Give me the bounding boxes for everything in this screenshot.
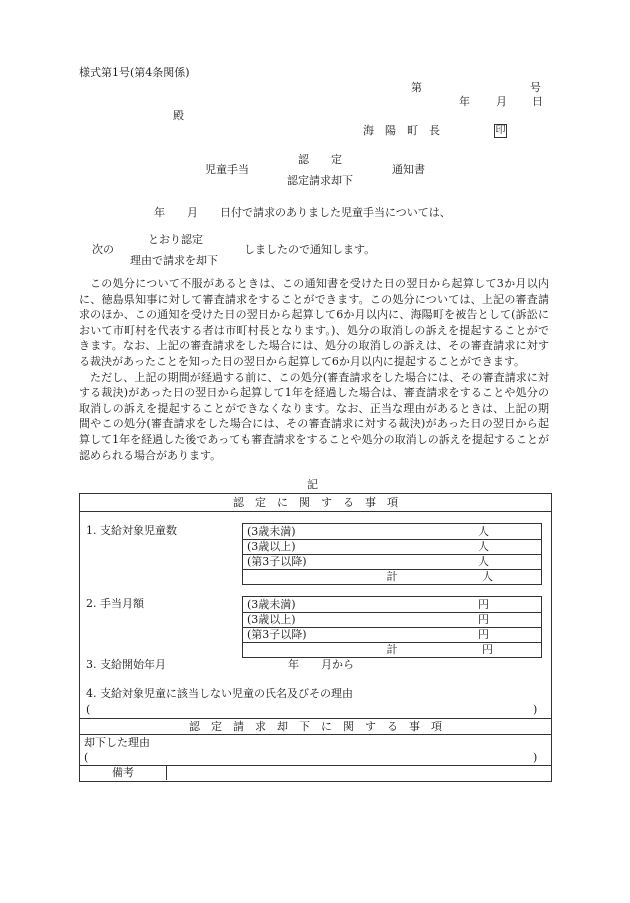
row-label: (第3子以降) [247, 555, 307, 568]
count-row-over3 [243, 539, 541, 554]
date-day: 日 [532, 95, 543, 108]
intro-line: 年 月 日付で請求のありました児童手当については、 [154, 206, 451, 219]
row-label: (第3子以降) [247, 628, 307, 641]
count-row-under3 [243, 524, 541, 539]
date-year: 年 [459, 95, 470, 108]
paren-open: ( [86, 703, 91, 716]
remarks-label: 備考 [112, 766, 134, 779]
amount-row-third-child [243, 627, 541, 642]
count-row-third-child [243, 554, 541, 569]
divider [80, 718, 551, 719]
title-option-reject: 認定請求却下 [287, 174, 353, 187]
divider [80, 511, 551, 512]
divider [166, 765, 167, 780]
form-number: 様式第1号(第4条関係) [79, 66, 190, 79]
amount-row-over3 [243, 612, 541, 627]
item3-label: 3. 支給開始年月 [86, 658, 166, 671]
count-row-total [243, 569, 541, 584]
date-month: 月 [496, 95, 507, 108]
approval-heading: 認 定 に 関 す る 事 項 [233, 496, 398, 509]
addressee-suffix: 殿 [173, 109, 184, 122]
row-unit: 円 [478, 628, 489, 641]
amount-row-under3 [243, 597, 541, 612]
row-unit: 円 [478, 613, 489, 626]
row-unit: 人 [478, 555, 489, 568]
item1-label: 1. 支給対象児童数 [86, 524, 177, 537]
appeal-paragraph-2: ただし、上記の期間が経過する前に、この処分(審査請求をした場合には、その審査請求に対する裁決)があった日の翌日から起算して1年を経過した場合は、審査請求をすることや処分の取消しの訴えを提起することができなくなります。なお、正当な理由があるときは、上記の期間やこの処分(審査請求をした場合には、その審査請求に対する裁決)があった日の翌日から起算して1年を経過した後であっても審査請求をすることや処分の取消しの訴えを提起することが認められる場合があります。 [79, 370, 549, 462]
item4-label: 4. 支給対象児童に該当しない児童の氏名及びその理由 [86, 687, 353, 700]
row-label: (3歳未満) [247, 598, 296, 611]
intro-prefix: 次の [92, 243, 114, 256]
row-label: (3歳以上) [247, 540, 296, 553]
ki-label: 記 [307, 478, 318, 491]
divider [80, 734, 551, 735]
title-right: 通知書 [392, 163, 425, 176]
row-unit: 円 [482, 643, 493, 656]
issuer-name: 海 陽 町 長 [363, 124, 440, 137]
intro-option-approve: とおり認定 [148, 233, 203, 246]
doc-number-suffix: 号 [530, 81, 541, 94]
item2-label: 2. 手当月額 [86, 597, 144, 610]
row-unit: 人 [478, 540, 489, 553]
intro-suffix: しましたので通知します。 [244, 243, 376, 256]
amount-row-total [243, 642, 541, 657]
paren-close: ) [533, 703, 538, 716]
row-label: (3歳未満) [247, 525, 296, 538]
appeal-paragraph-1: この処分について不服があるときは、この通知書を受けた日の翌日から起算して3か月以内に、徳島県知事に対して審査請求をすることができます。この処分については、上記の審査請求のほか、この通知を受けた日の翌日から起算して6か月以内に、海陽町を被告として(訴訟において市町村を代表する者は市町村長となります。)、処分の取消しの訴えを提起することができます。なお、上記の審査請求をした場合には、処分の取消しの訴えは、その審査請求に対する裁決があったことを知った日の翌日から起算して6か月以内に提起することができます。 [79, 277, 549, 368]
paren-open: ( [84, 751, 89, 764]
appeal-notice [79, 276, 549, 463]
row-unit: 円 [478, 598, 489, 611]
paren-close: ) [533, 751, 538, 764]
title-option-approve: 認 定 [298, 153, 342, 166]
row-unit: 人 [478, 525, 489, 538]
details-table [79, 493, 552, 782]
start-month-value: 年 月から [288, 658, 354, 671]
seal-mark [494, 123, 507, 138]
row-label: (3歳以上) [247, 613, 296, 626]
row-label: 計 [386, 643, 398, 656]
seal-icon: 印 [495, 125, 506, 136]
row-unit: 人 [482, 570, 493, 583]
children-count-box [242, 523, 542, 585]
rejection-heading: 認 定 請 求 却 下 に 関 す る 事 項 [189, 720, 442, 733]
monthly-amount-box [242, 596, 542, 658]
intro-option-reject: 理由で請求を却下 [130, 254, 218, 267]
doc-number-prefix: 第 [411, 81, 422, 94]
title-left: 児童手当 [205, 163, 249, 176]
row-label: 計 [386, 570, 398, 583]
rejection-reason-label: 却下した理由 [84, 736, 150, 749]
